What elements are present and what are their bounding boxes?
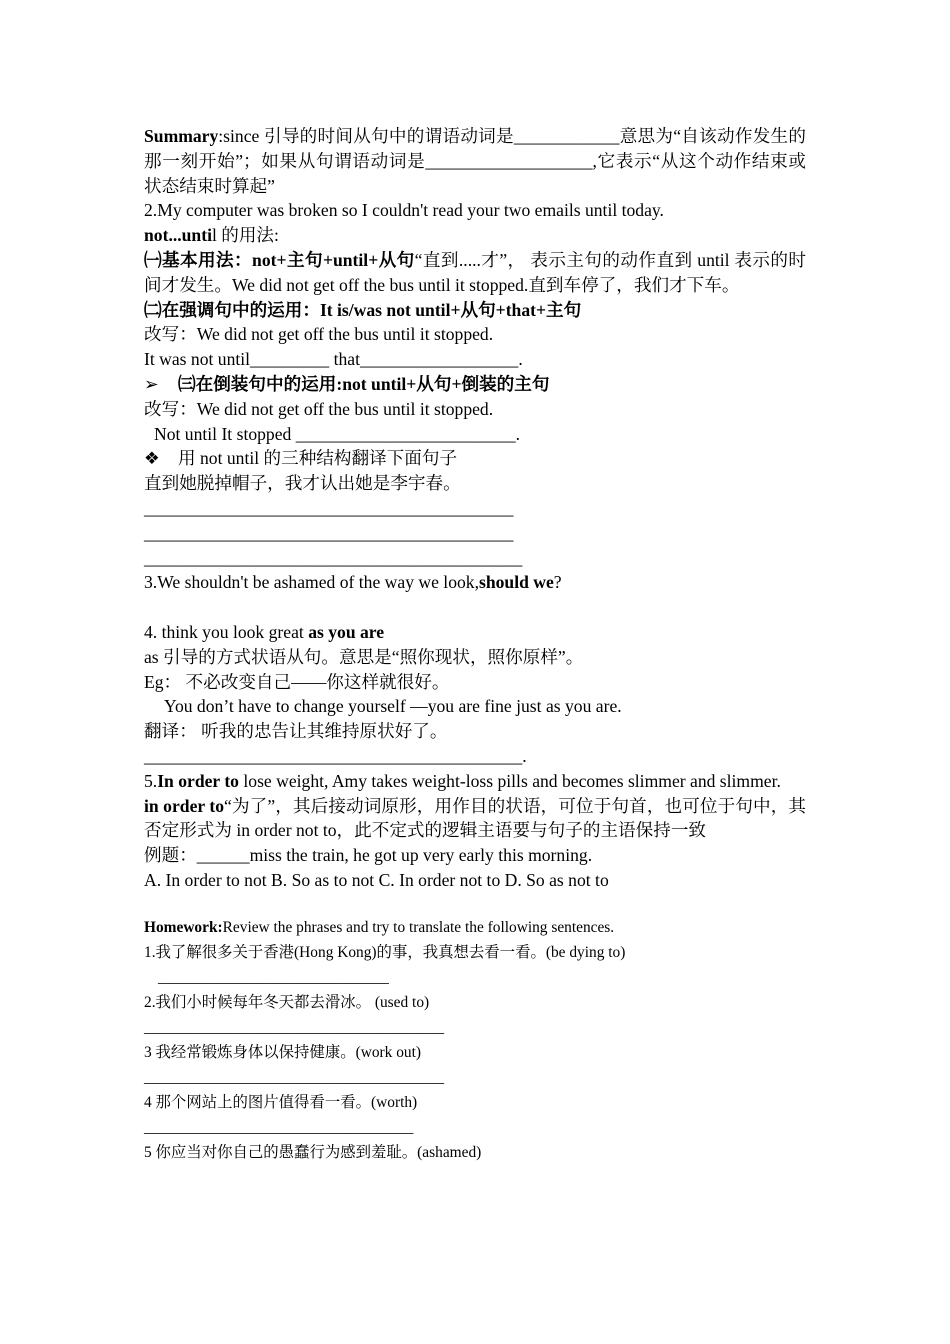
inversion-rewrite: 改写：We did not get off the bus until it stopped. <box>144 398 494 419</box>
answer-line: ___________________________________________ <box>144 547 523 568</box>
basic-usage-text: “直到.....才”， 表示主句的动作直到 until 表示的时间才发生。We did not get off the bus until it stopped.直到车停了，我们才下车。 <box>144 249 806 295</box>
in-order-to-explanation: in order to“为了”，其后接动词原形，用作目的状语，可位于句首，也可位于句中，其否定形式为 in order not to，此不定式的逻辑主语要与句子的主语保持一致 <box>144 795 806 841</box>
sentence-3: 3.We shouldn't be ashamed of the way we look,should we? <box>144 572 562 593</box>
summary-text: :since 引导的时间从句中的谓语动词是____________意思为“自该动作发生的那一刻开始”；如果从句谓语动词是___________________,它表示“从这个动作结束或状态结束时算起” <box>144 126 806 196</box>
as-explanation: as 引导的方式状语从句。意思是“照你现状，照你原样”。 <box>144 646 584 667</box>
answer-line: __________________________________________ <box>144 522 514 543</box>
homework-item: 2.我们小时候每年冬天都去滑冰。 (used to) <box>144 993 430 1011</box>
basic-usage-title: ㈠基本用法：not+主句+until+从句 <box>144 249 415 270</box>
homework-item: 4 那个网站上的图片值得看一看。(worth) <box>144 1093 418 1111</box>
answer-line: ___________________________________________. <box>144 745 527 766</box>
translate-task-sentence: 直到她脱掉帽子，我才认出她是李宇春。 <box>144 473 461 494</box>
example-en: You don’t have to change yourself —you are fine just as you are. <box>164 696 622 717</box>
translate-task: ❖ 用 not until 的三种结构翻译下面句子 <box>144 446 806 471</box>
sentence-4: 4. think you look great as you are <box>144 621 385 642</box>
homework-item: 5 你应当对你自己的愚蠢行为感到羞耻。(ashamed) <box>144 1143 482 1161</box>
answer-line: ______________________________ <box>158 968 389 986</box>
diamond-bullet-icon: ❖ <box>144 448 160 469</box>
example-question: 例题：______miss the train, he got up very early this morning. <box>144 845 593 866</box>
summary-paragraph <box>144 124 806 198</box>
not-until-heading: not...until 的用法: <box>144 225 279 246</box>
inversion-usage-title: ➢ ㈢在倒装句中的运用:not until+从句+倒装的主句 <box>144 372 806 397</box>
homework-heading: Homework:Review the phrases and try to translate the following sentences. <box>144 918 615 936</box>
answer-line: _______________________________________ <box>144 1068 445 1086</box>
emphasis-rewrite: 改写：We did not get off the bus until it stopped. <box>144 324 494 345</box>
answer-line: _______________________________________ <box>144 1018 445 1036</box>
example-cn: Eg： 不必改变自己——你这样就很好。 <box>144 671 450 692</box>
inversion-blank: Not until It stopped _________________________. <box>154 423 521 444</box>
basic-usage-paragraph <box>144 248 806 298</box>
sentence-5: 5.In order to lose weight, Amy takes weight-loss pills and becomes slimmer and slimmer. <box>144 770 781 791</box>
sentence-2: 2.My computer was broken so I couldn't read your two emails until today. <box>144 200 664 221</box>
homework-item: 3 我经常锻炼身体以保持健康。(work out) <box>144 1043 422 1061</box>
emphasis-usage-title: ㈡在强调句中的运用：It is/was not until+从句+that+主句 <box>144 299 582 320</box>
answer-line: ___________________________________ <box>144 1118 414 1136</box>
translation-task: 翻译： 听我的忠告让其维持原状好了。 <box>144 721 448 742</box>
arrow-bullet-icon: ➢ <box>144 373 159 394</box>
document-page <box>144 124 806 1165</box>
answer-options: A. In order to not B. So as to not C. In order not to D. So as not to <box>144 869 609 890</box>
answer-line: __________________________________________ <box>144 497 514 518</box>
summary-label: Summary <box>144 126 219 146</box>
homework-item: 1.我了解很多关于香港(Hong Kong)的事，我真想去看一看。(be dying to) <box>144 943 626 961</box>
emphasis-blank: It was not until_________ that__________________. <box>144 349 523 370</box>
